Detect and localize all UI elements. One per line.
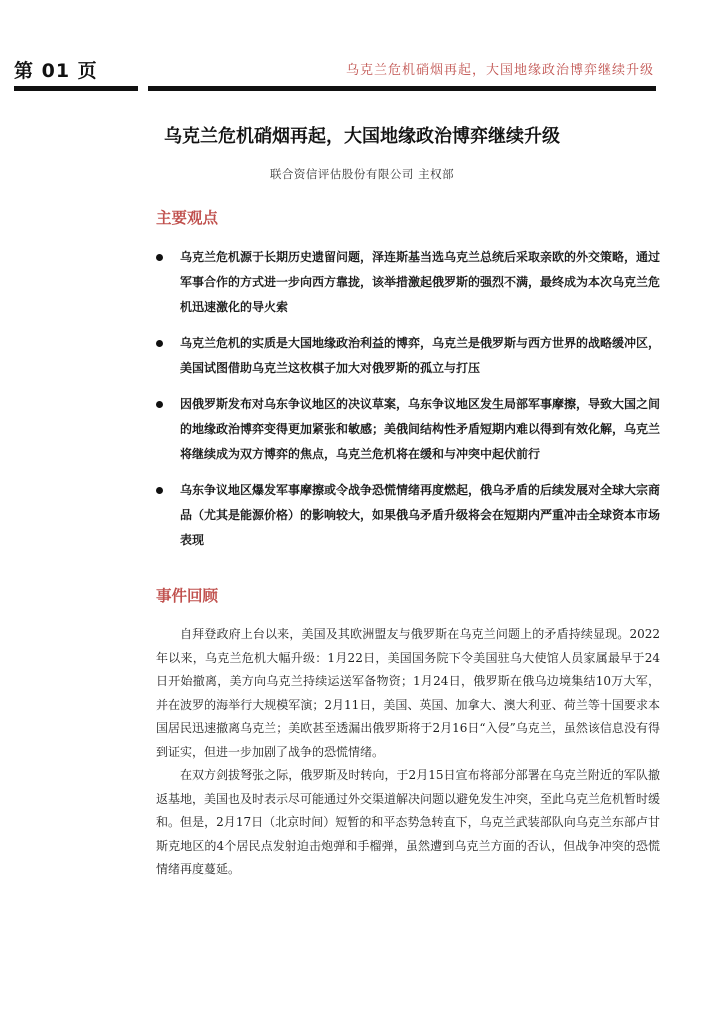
key-point-text: 因俄罗斯发布对乌东争议地区的决议草案，乌东争议地区发生局部军事摩擦，导致大国之间的地缘政治博弈变得更加紧张和敏感；美俄间结构性矛盾短期内难以得到有效化解，乌克兰将继续成为双方博弈的焦点，乌克兰危机将在缓和与冲突中起伏前行 — [180, 397, 661, 461]
key-point-item — [156, 245, 660, 320]
key-point-text: 乌克兰危机的实质是大国地缘政治利益的博弈，乌克兰是俄罗斯与西方世界的战略缓冲区，美国试图借助乌克兰这枚棋子加大对俄罗斯的孤立与打压 — [180, 336, 661, 375]
header-rule-left — [14, 86, 138, 91]
running-title: 乌克兰危机硝烟再起，大国地缘政治博弈继续升级 — [345, 63, 654, 78]
header-rule-right — [148, 86, 656, 91]
body-paragraph: 在双方剑拔弩张之际，俄罗斯及时转向，于2月15日宣布将部分部署在乌克兰附近的军队撤返基地，美国也及时表示尽可能通过外交渠道解决问题以避免发生冲突，至此乌克兰危机暂时缓和。但是，2月17日（北京时间）短暂的和平态势急转直下，乌克兰武装部队向乌克兰东部卢甘斯克地区的4个居民点发射迫击炮弹和手榴弹，虽然遭到乌克兰方面的否认，但战争冲突的恐慌情绪再度蔓延。 — [156, 768, 661, 876]
body-paragraph: 自拜登政府上台以来，美国及其欧洲盟友与俄罗斯在乌克兰问题上的矛盾持续显现。2022年以来，乌克兰危机大幅升级：1月22日，美国国务院下令美国驻乌大使馆人员家属最早于24日开始撤离，美方向乌克兰持续运送军备物资；1月24日，俄罗斯在俄乌边境集结10万大军，并在波罗的海举行大规模军演；2月11日，美国、英国、加拿大、澳大利亚、荷兰等十国要求本国居民迅速撤离乌克兰；美欧甚至透漏出俄罗斯将于2月16日“入侵”乌克兰，虽然该信息没有得到证实，但进一步加剧了战争的恐慌情绪。 — [156, 627, 660, 759]
key-point-item — [156, 478, 660, 553]
byline: 联合资信评估股份有限公司 主权部 — [269, 167, 455, 181]
key-point-item — [156, 331, 660, 381]
bullet-dot-icon — [156, 401, 163, 408]
bullet-dot-icon — [156, 254, 163, 261]
key-point-item — [156, 392, 660, 467]
key-points-heading: 主要观点 — [156, 209, 219, 227]
page-number-label: 第 01 页 — [14, 60, 98, 82]
event-review-body — [156, 623, 660, 882]
key-point-text: 乌克兰危机源于长期历史遗留问题，泽连斯基当选乌克兰总统后采取亲欧的外交策略，通过军事合作的方式进一步向西方靠拢，该举措激起俄罗斯的强烈不满，最终成为本次乌克兰危机迅速激化的导火索 — [180, 250, 661, 314]
key-point-text: 乌东争议地区爆发军事摩擦或令战争恐慌情绪再度燃起，俄乌矛盾的后续发展对全球大宗商品（尤其是能源价格）的影响较大，如果俄乌矛盾升级将会在短期内严重冲击全球资本市场表现 — [180, 483, 661, 547]
document-title: 乌克兰危机硝烟再起，大国地缘政治博弈继续升级 — [164, 126, 560, 147]
bullet-dot-icon — [156, 340, 163, 347]
event-review-heading: 事件回顾 — [156, 587, 219, 605]
key-points-list — [156, 245, 660, 564]
bullet-dot-icon — [156, 487, 163, 494]
